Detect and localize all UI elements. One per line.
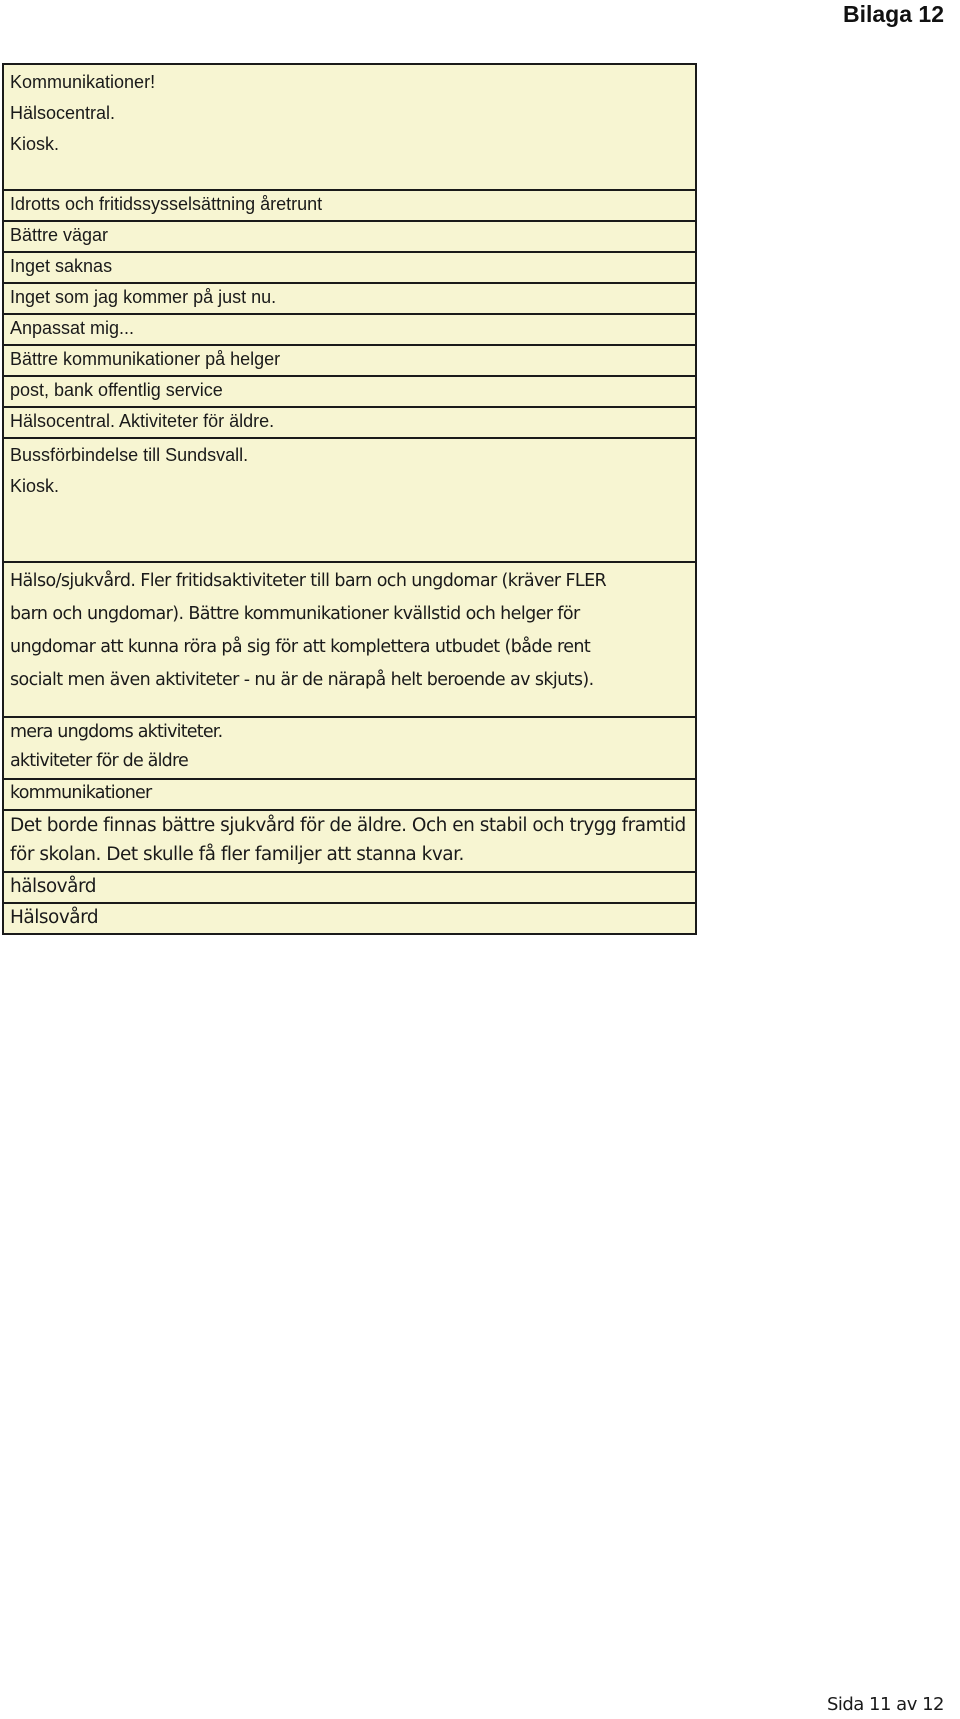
table-row xyxy=(3,283,696,314)
table-row xyxy=(3,562,696,717)
response-cell xyxy=(3,221,696,252)
response-cell xyxy=(3,779,696,810)
response-cell xyxy=(3,717,696,779)
response-text: för skolan. Det skulle få fler familjer att stanna kvar. xyxy=(10,844,464,865)
response-text: Kiosk. xyxy=(10,134,60,154)
response-text: Anpassat mig... xyxy=(10,318,135,338)
response-text: Det borde finnas bättre sjukvård för de äldre. Och en stabil och trygg framtid xyxy=(10,815,686,836)
table-row xyxy=(3,810,696,872)
response-cell xyxy=(3,64,696,190)
response-cell xyxy=(3,376,696,407)
response-text: kommunikationer xyxy=(10,783,152,803)
table-row xyxy=(3,376,696,407)
table-row xyxy=(3,438,696,562)
response-text: post, bank offentlig service xyxy=(10,380,223,400)
response-text: Hälsocentral. xyxy=(10,103,116,123)
appendix-label: Bilaga 12 xyxy=(843,1,944,27)
response-text: Hälso/sjukvård. Fler fritidsaktiviteter till barn och ungdomar (kräver FLER xyxy=(10,571,607,591)
response-text: mera ungdoms aktiviteter. xyxy=(10,722,223,742)
response-cell xyxy=(3,562,696,717)
table-row xyxy=(3,717,696,779)
response-text: Bättre vägar xyxy=(10,225,109,245)
response-text: socialt men även aktiviteter - nu är de närapå helt beroende av skjuts). xyxy=(10,670,594,690)
response-text: hälsovård xyxy=(10,876,96,897)
table-row xyxy=(3,252,696,283)
table-row xyxy=(3,64,696,190)
response-text: Inget saknas xyxy=(10,256,113,276)
table-row xyxy=(3,190,696,221)
response-text: Inget som jag kommer på just nu. xyxy=(10,287,277,307)
response-cell xyxy=(3,407,696,438)
response-cell xyxy=(3,190,696,221)
response-text: Idrotts och fritidssysselsättning åretrunt xyxy=(10,194,323,214)
table-row xyxy=(3,345,696,376)
response-cell xyxy=(3,810,696,872)
response-cell xyxy=(3,903,696,934)
table-row xyxy=(3,903,696,934)
page-number: Sida 11 av 12 xyxy=(826,1694,944,1715)
response-text: Hälsovård xyxy=(10,907,99,928)
table-row xyxy=(3,407,696,438)
table-row xyxy=(3,779,696,810)
response-text: barn och ungdomar). Bättre kommunikationer kvällstid och helger för xyxy=(10,604,580,624)
response-text: Hälsocentral. Aktiviteter för äldre. xyxy=(10,411,275,431)
response-text: Bättre kommunikationer på helger xyxy=(10,349,281,369)
table-row xyxy=(3,314,696,345)
table-row xyxy=(3,221,696,252)
response-cell xyxy=(3,872,696,903)
response-text: Bussförbindelse till Sundsvall. xyxy=(10,445,249,465)
response-text: aktiviteter för de äldre xyxy=(10,751,188,771)
response-text: ungdomar att kunna röra på sig för att komplettera utbudet (både rent xyxy=(10,637,591,657)
response-cell xyxy=(3,438,696,562)
response-text: Kiosk. xyxy=(10,476,60,496)
response-text: Kommunikationer! xyxy=(10,72,156,92)
survey-responses-table xyxy=(2,63,697,935)
table-row xyxy=(3,872,696,903)
response-cell xyxy=(3,283,696,314)
response-cell xyxy=(3,345,696,376)
response-cell xyxy=(3,314,696,345)
response-cell xyxy=(3,252,696,283)
